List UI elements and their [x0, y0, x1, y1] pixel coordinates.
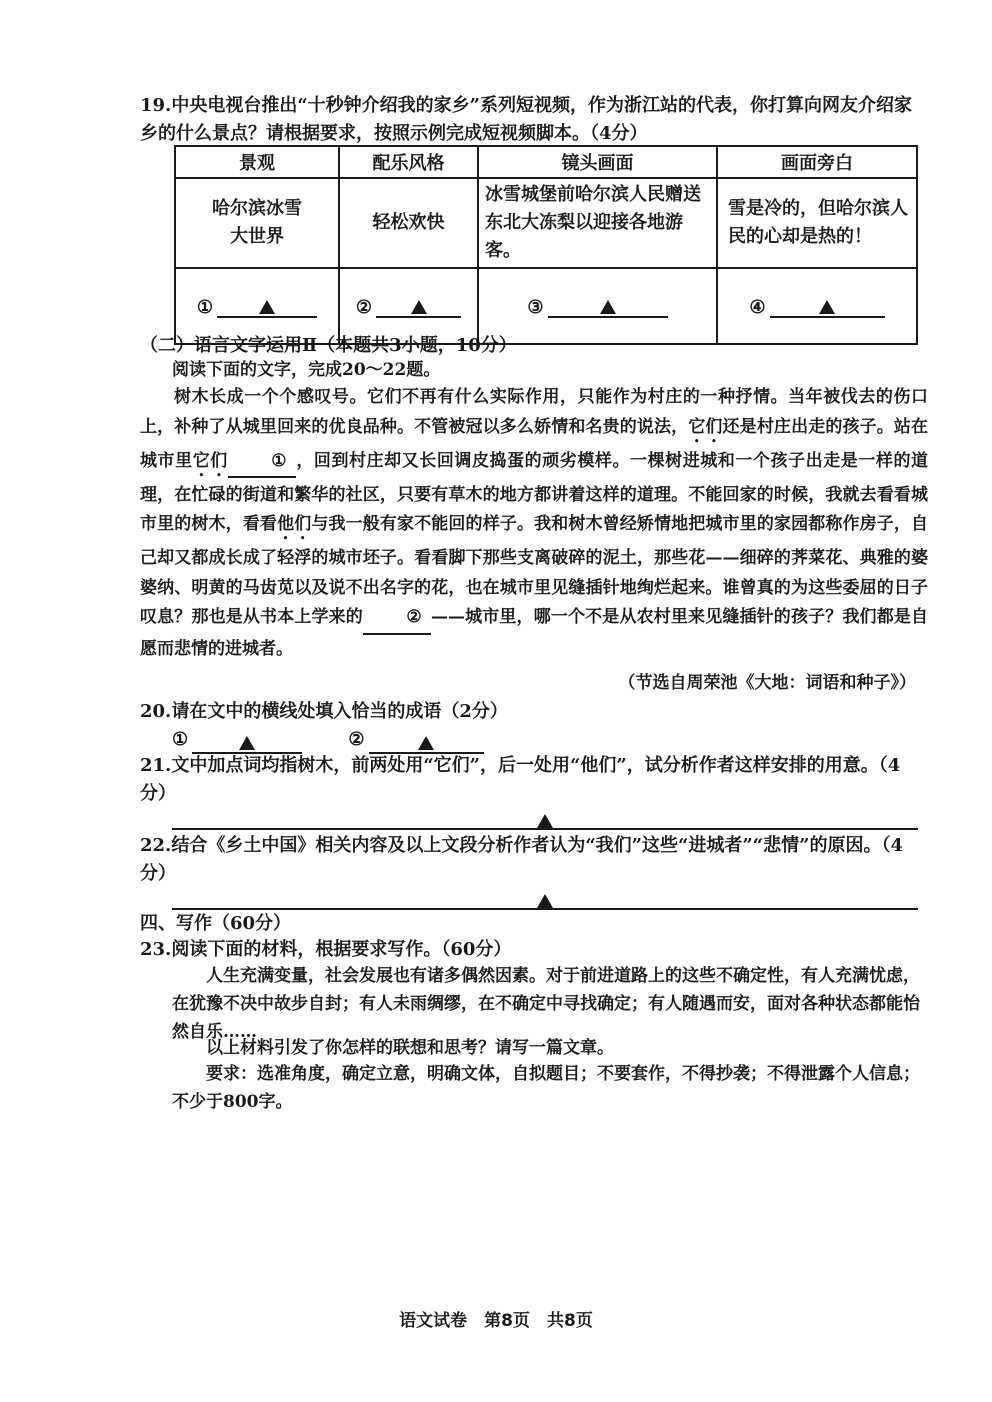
- passage-text: ，回到村庄却又长回调皮捣蛋的顽劣模样。一棵树进城和一个孩子出走是一样的道理，在忙碌的街道和繁华的社区，只要有草木的地方都讲着这样的道理。不能回家的时候，我就去看看城市里的树木，看看: [140, 450, 929, 534]
- question-text: 请在文中的横线处填入恰当的成语（2分）: [171, 701, 508, 722]
- triangle-icon: [537, 894, 553, 908]
- triangle-icon: [537, 814, 553, 828]
- writing-material: 人生充满变量，社会发展也有诸多偶然因素。对于前进道路上的这些不确定性，有人充满忧虑，在犹豫不决中故步自封；有人未雨绸缪，在不确定中寻找确定；有人随遇而安，面对各种状态都能怡然自乐……: [172, 966, 920, 1042]
- triangle-icon: [411, 300, 427, 314]
- answer-blank[interactable]: [548, 294, 668, 318]
- header-landscape: 景观: [175, 146, 339, 178]
- dotted-word: 它们: [192, 450, 228, 471]
- page-footer: 语文试卷 第8页 共8页: [399, 1311, 593, 1331]
- header-narration: 画面旁白: [717, 146, 917, 178]
- triangle-icon: [239, 736, 255, 750]
- header-shot: 镜头画面: [478, 146, 717, 178]
- passage-text: 还是村庄出走的孩子。站在城市里: [140, 416, 929, 471]
- question-number: 22.: [140, 835, 172, 856]
- question-text: 阅读下面的材料，根据要求写作。（60分）: [171, 939, 512, 960]
- circle-number: ②: [355, 297, 373, 318]
- q20-answer-row: [172, 726, 524, 754]
- answer-blank[interactable]: [217, 294, 317, 318]
- question-23: [140, 936, 930, 964]
- circle-number: ③: [527, 297, 544, 318]
- passage-source: （节选自周荣池《大地：词语和种子》）: [618, 673, 916, 693]
- video-script-table: [174, 145, 918, 345]
- passage-text: ——城市里，哪一个不是从农村里来见缝插针的孩子？我们都是自愿而悲情的进城者。: [140, 607, 929, 659]
- triangle-icon: [819, 300, 835, 314]
- table-header-row: [175, 146, 917, 178]
- question-number: 21.: [140, 755, 172, 776]
- circle-number: ④: [749, 297, 766, 318]
- table-row-example: [175, 178, 917, 268]
- section-title: （二）语言文字运用Ⅱ（本题共3小题，10分）: [140, 335, 517, 356]
- triangle-icon: [259, 300, 275, 314]
- writing-requirements: 要求：选准角度，确定立意，明确文体，自拟题目；不要套作，不得抄袭；不得泄露个人信息；不少于800字。: [172, 1064, 920, 1112]
- circle-number: ①: [172, 729, 189, 750]
- question-number: 23.: [140, 939, 172, 960]
- question-22: [140, 832, 925, 888]
- answer-blank[interactable]: [369, 730, 484, 754]
- answer-blank[interactable]: [376, 294, 461, 318]
- answer-blank[interactable]: [770, 294, 885, 318]
- dotted-word: 它们: [688, 416, 723, 437]
- question-21: [140, 752, 925, 808]
- instruction-text: 阅读下面的文字，完成20～22题。: [172, 360, 441, 380]
- passage-blank-2[interactable]: ②: [363, 603, 431, 635]
- example-shot: 冰雪城堡前哈尔滨人民赠送东北大冻梨以迎接各地游客。: [478, 178, 717, 268]
- question-text: 结合《乡土中国》相关内容及以上文段分析作者认为“我们”这些“进城者”“悲情”的原因。（4分）: [140, 835, 903, 884]
- passage-text: 与我一般有家不能回的样子。我和树木曾经矫情地把城市里的家园都称作房子，自己却又都成长成了轻浮的城市坯子。看看脚下那些支离破碎的泥土，那些花——细碎的荠菜花、典雅的婆婆纳、明黄的马齿苋以及说不出名字的花，也在城市里见缝插针地绚烂起来。谁曾真的为这些委屈的日子叹息？那也是从书本上学来的: [140, 514, 929, 627]
- reading-passage: [140, 383, 928, 664]
- question-number: 19.: [140, 95, 172, 116]
- writing-prompt: 以上材料引发了你怎样的联想和思考？请写一篇文章。: [206, 1038, 614, 1058]
- example-landscape: 哈尔滨冰雪大世界: [175, 178, 339, 268]
- question-text: 文中加点词均指树木，前两处用“它们”，后一处用“他们”，试分析作者这样安排的用意。（4分）: [140, 755, 901, 804]
- question-number: 20.: [140, 701, 172, 722]
- reading-instruction: [140, 355, 930, 385]
- header-music-style: 配乐风格: [339, 146, 478, 178]
- answer-line[interactable]: [172, 888, 918, 910]
- circle-number: ②: [348, 729, 365, 750]
- section-title: 四、写作（60分）: [140, 913, 292, 934]
- example-music: 轻松欢快: [339, 178, 478, 268]
- dotted-word: 他们: [277, 514, 312, 534]
- question-20: [140, 698, 930, 726]
- question-19: [140, 92, 930, 148]
- triangle-icon: [600, 300, 616, 314]
- answer-line[interactable]: [172, 808, 918, 830]
- passage-text: 树木长成一个个感叹号。它们不再有什么实际作用，只能作为村庄的一种抒情。当年被伐去的伤口上，补种了从城里回来的优良品种。不管被冠以多么娇情和名贵的说法，: [140, 387, 928, 437]
- answer-blank[interactable]: [192, 730, 302, 754]
- example-narration: 雪是冷的，但哈尔滨人民的心却是热的！: [717, 178, 917, 268]
- circle-number: ①: [196, 297, 214, 318]
- question-text: 中央电视台推出“十秒钟介绍我的家乡”系列短视频，作为浙江站的代表，你打算向网友介绍家乡的什么景点？请根据要求，按照示例完成短视频脚本。（4分）: [140, 95, 913, 144]
- triangle-icon: [418, 736, 434, 750]
- passage-blank-1[interactable]: ①: [228, 447, 296, 479]
